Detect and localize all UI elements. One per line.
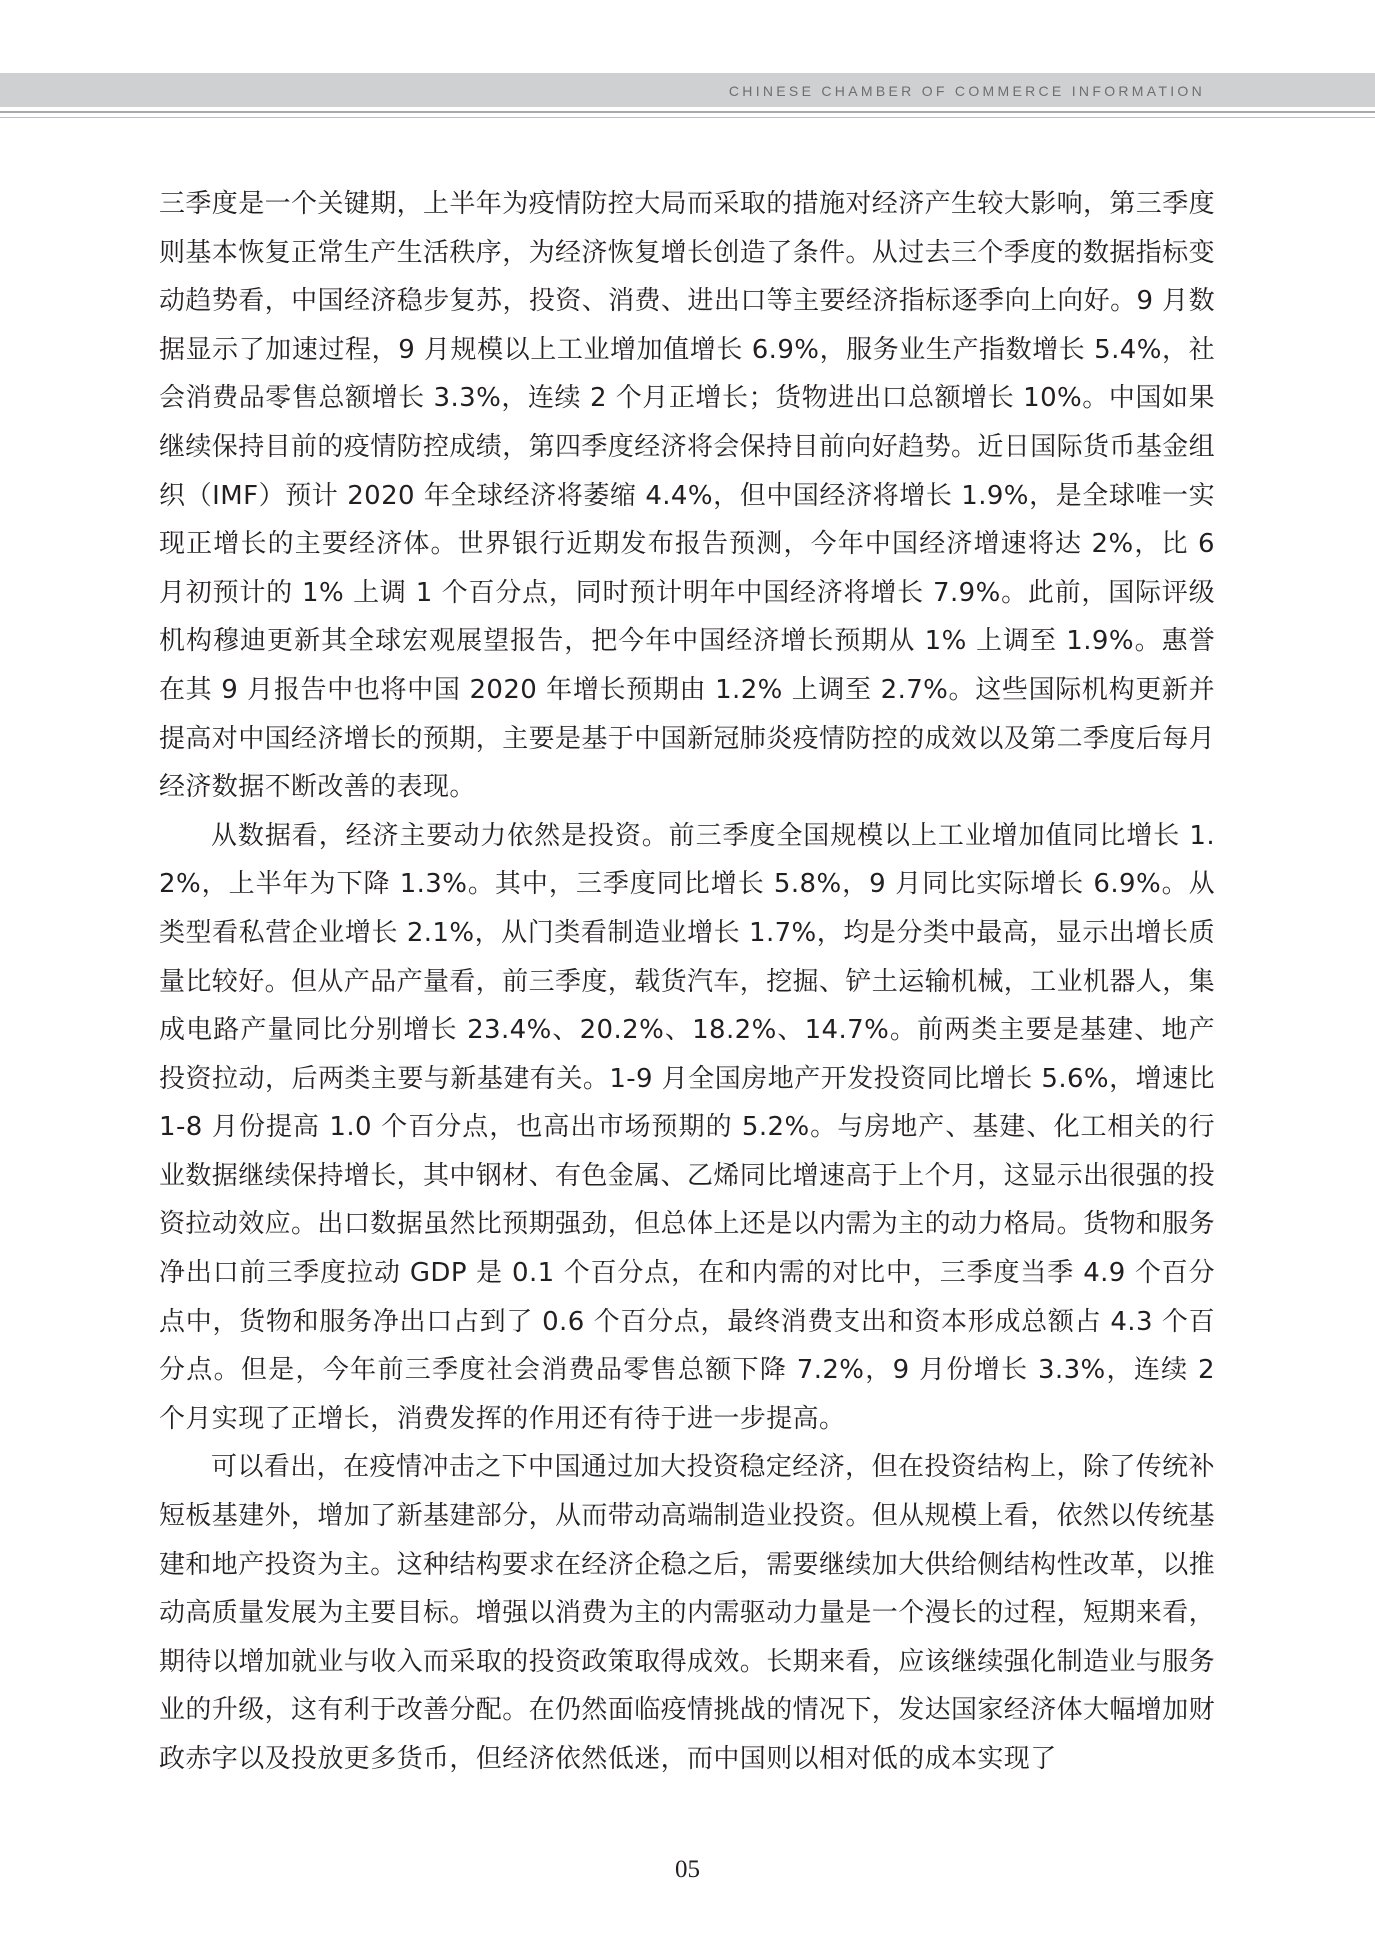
page-number: 05 (675, 1856, 700, 1883)
paragraph-1: 三季度是一个关键期，上半年为疫情防控大局而采取的措施对经济产生较大影响，第三季度则基本恢复正常生产生活秩序，为经济恢复增长创造了条件。从过去三个季度的数据指标变动趋势看，中国经济稳步复苏，投资、消费、进出口等主要经济指标逐季向上向好。9 月数据显示了加速过程，9 月规模以上工业增加值增长 6.9%，服务业生产指数增长 5.4%，社会消费品零售总额增长 3.3%，连续 2 个月正增长；货物进出口总额增长 10%。中国如果继续保持目前的疫情防控成绩，第四季度经济将会保持目前向好趋势。近日国际货币基金组织（IMF）预计 2020 年全球经济将萎缩 4.4%，但中国经济将增长 1.9%，是全球唯一实现正增长的主要经济体。世界银行近期发布报告预测，今年中国经济增速将达 2%，比 6 月初预计的 1% 上调 1 个百分点，同时预计明年中国经济将增长 7.9%。此前，国际评级机构穆迪更新其全球宏观展望报告，把今年中国经济增长预期从 1% 上调至 1.9%。惠誉在其 9 月报告中也将中国 2020 年增长预期由 1.2% 上调至 2.7%。这些国际机构更新并提高对中国经济增长的预期，主要是基于中国新冠肺炎疫情防控的成效以及第二季度后每月经济数据不断改善的表现。 (159, 189, 1216, 803)
paragraph-2: 从数据看，经济主要动力依然是投资。前三季度全国规模以上工业增加值同比增长 1.2%，上半年为下降 1.3%。其中，三季度同比增长 5.8%，9 月同比实际增长 6.9%。从类型看私营企业增长 2.1%，从门类看制造业增长 1.7%，均是分类中最高，显示出增长质量比较好。但从产品产量看，前三季度，载货汽车，挖掘、铲土运输机械，工业机器人，集成电路产量同比分别增长 23.4%、20.2%、18.2%、14.7%。前两类主要是基建、地产投资拉动，后两类主要与新基建有关。1-9 月全国房地产开发投资同比增长 5.6%，增速比 1-8 月份提高 1.0 个百分点，也高出市场预期的 5.2%。与房地产、基建、化工相关的行业数据继续保持增长，其中钢材、有色金属、乙烯同比增速高于上个月，这显示出很强的投资拉动效应。出口数据虽然比预期强劲，但总体上还是以内需为主的动力格局。货物和服务净出口前三季度拉动 GDP 是 0.1 个百分点，在和内需的对比中，三季度当季 4.9 个百分点中，货物和服务净出口占到了 0.6 个百分点，最终消费支出和资本形成总额占 4.3 个百分点。但是，今年前三季度社会消费品零售总额下降 7.2%，9 月份增长 3.3%，连续 2 个月实现了正增长，消费发挥的作用还有待于进一步提高。 (159, 820, 1216, 1434)
header-rule (0, 111, 1375, 113)
article-body (159, 180, 1215, 1784)
publication-header: CHINESE CHAMBER OF COMMERCE INFORMATION (728, 83, 1205, 99)
paragraph-3: 可以看出，在疫情冲击之下中国通过加大投资稳定经济，但在投资结构上，除了传统补短板基建外，增加了新基建部分，从而带动高端制造业投资。但从规模上看，依然以传统基建和地产投资为主。这种结构要求在经济企稳之后，需要继续加大供给侧结构性改革，以推动高质量发展为主要目标。增强以消费为主的内需驱动力量是一个漫长的过程，短期来看，期待以增加就业与收入而采取的投资政策取得成效。长期来看，应该继续强化制造业与服务业的升级，这有利于改善分配。在仍然面临疫情挑战的情况下，发达国家经济体大幅增加财政赤字以及投放更多货币，但经济依然低迷，而中国则以相对低的成本实现了 (159, 1452, 1216, 1774)
header-rule-thin (0, 117, 1375, 118)
